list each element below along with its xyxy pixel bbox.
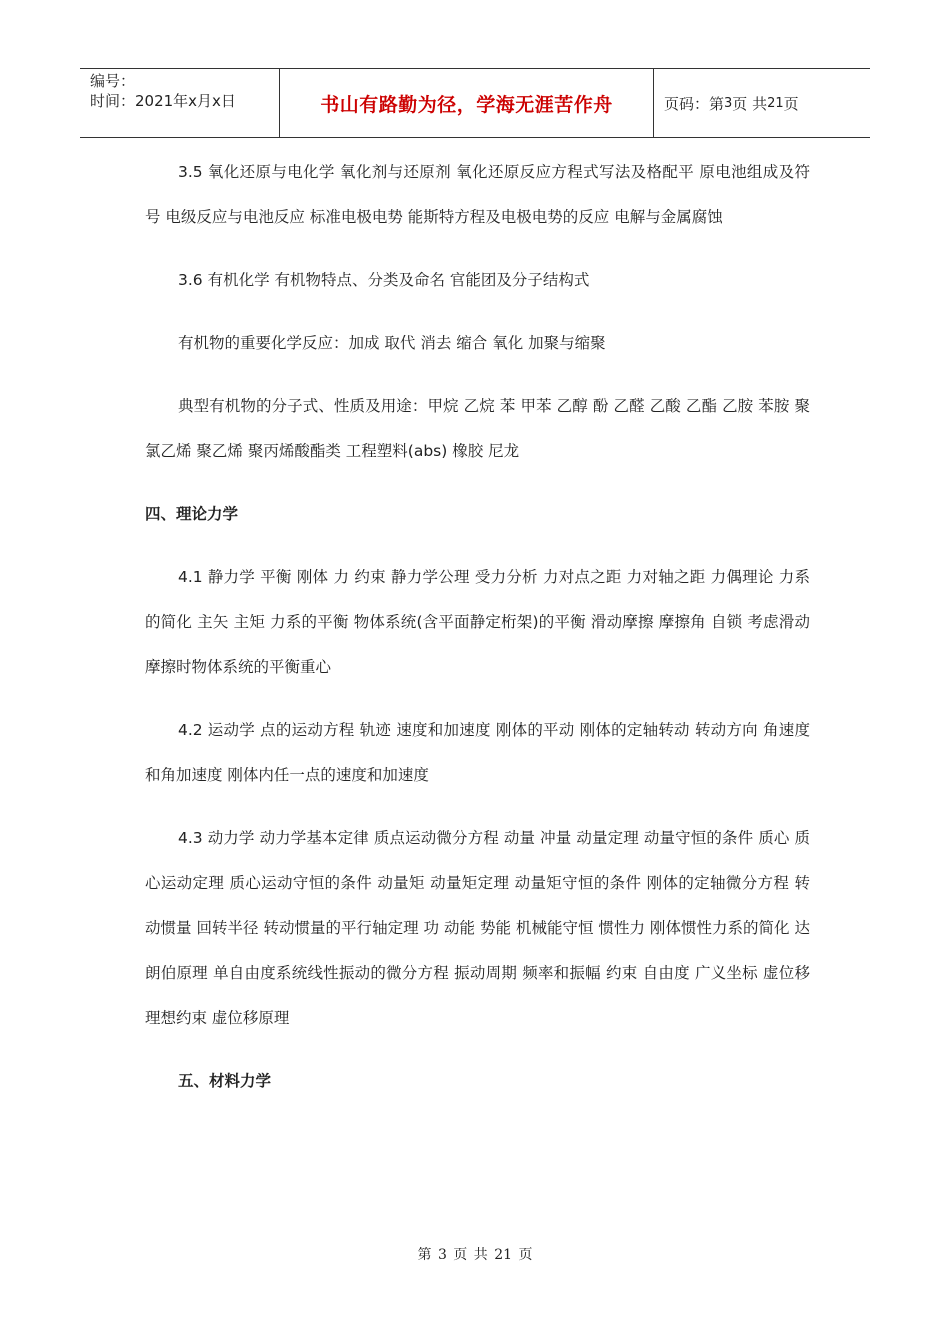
page-mid: 页 共 [732, 94, 768, 113]
document-body [145, 150, 810, 1122]
page-footer: 第 3 页 共 21 页 [417, 1247, 533, 1263]
paragraph-3-6: 3.6 有机化学 有机物特点、分类及命名 官能团及分子结构式 [178, 271, 590, 289]
paragraph-organic-reactions: 有机物的重要化学反应：加成 取代 消去 缩合 氧化 加聚与缩聚 [178, 334, 606, 352]
page-total: 21 [767, 95, 784, 111]
header-motto: 书山有路勤为径，学海无涯苦作舟 [320, 93, 613, 116]
paragraph-4-3: 4.3 动力学 动力学基本定律 质点运动微分方程 动量 冲量 动量定理 动量守恒的条件 质心 质心运动定理 质心运动守恒的条件 动量矩 动量矩定理 动量矩守恒的条件 刚体的定轴微分方程 转动惯量 回转半径 转动惯量的平行轴定理 功 动能 势能 机械能守恒 惯性力 刚体惯性力系的简化 达朗伯原理 单自由度系统线性振动的微分方程 振动周期 频率和振幅 约束 自由度 广义坐标 虚位移 理想约束 虚位移原理 [145, 829, 810, 1027]
page-header [80, 68, 870, 138]
page-current: 3 [724, 95, 733, 111]
paragraph-3-5: 3.5 氧化还原与电化学 氧化剂与还原剂 氧化还原反应方程式写法及格配平 原电池组成及符号 电级反应与电池反应 标准电极电势 能斯特方程及电极电势的反应 电解与金属腐蚀 [145, 163, 810, 226]
header-page-cell [654, 69, 870, 137]
page-suffix: 页 [783, 94, 799, 113]
page-prefix: 页码：第 [664, 94, 725, 113]
header-motto-cell [280, 69, 654, 137]
header-meta-cell [80, 69, 280, 137]
section-heading-theoretical-mechanics: 四、理论力学 [145, 505, 239, 523]
section-heading-materials-mechanics: 五、材料力学 [178, 1072, 272, 1090]
paragraph-4-1: 4.1 静力学 平衡 刚体 力 约束 静力学公理 受力分析 力对点之距 力对轴之距 力偶理论 力系的简化 主矢 主矩 力系的平衡 物体系统(含平面静定桁架)的平衡 滑动摩擦 摩擦角 自锁 考虑滑动摩擦时物体系统的平衡重心 [145, 568, 810, 676]
document-number-label: 编号： [90, 72, 136, 90]
document-time-label: 时间：2021年x月x日 [90, 92, 236, 110]
paragraph-typical-organics: 典型有机物的分子式、性质及用途：甲烷 乙烷 苯 甲苯 乙醇 酚 乙醛 乙酸 乙酯 乙胺 苯胺 聚氯乙烯 聚乙烯 聚丙烯酸酯类 工程塑料(abs) 橡胶 尼龙 [145, 397, 810, 460]
paragraph-4-2: 4.2 运动学 点的运动方程 轨迹 速度和加速度 刚体的平动 刚体的定轴转动 转动方向 角速度和角加速度 刚体内任一点的速度和加速度 [145, 721, 810, 784]
